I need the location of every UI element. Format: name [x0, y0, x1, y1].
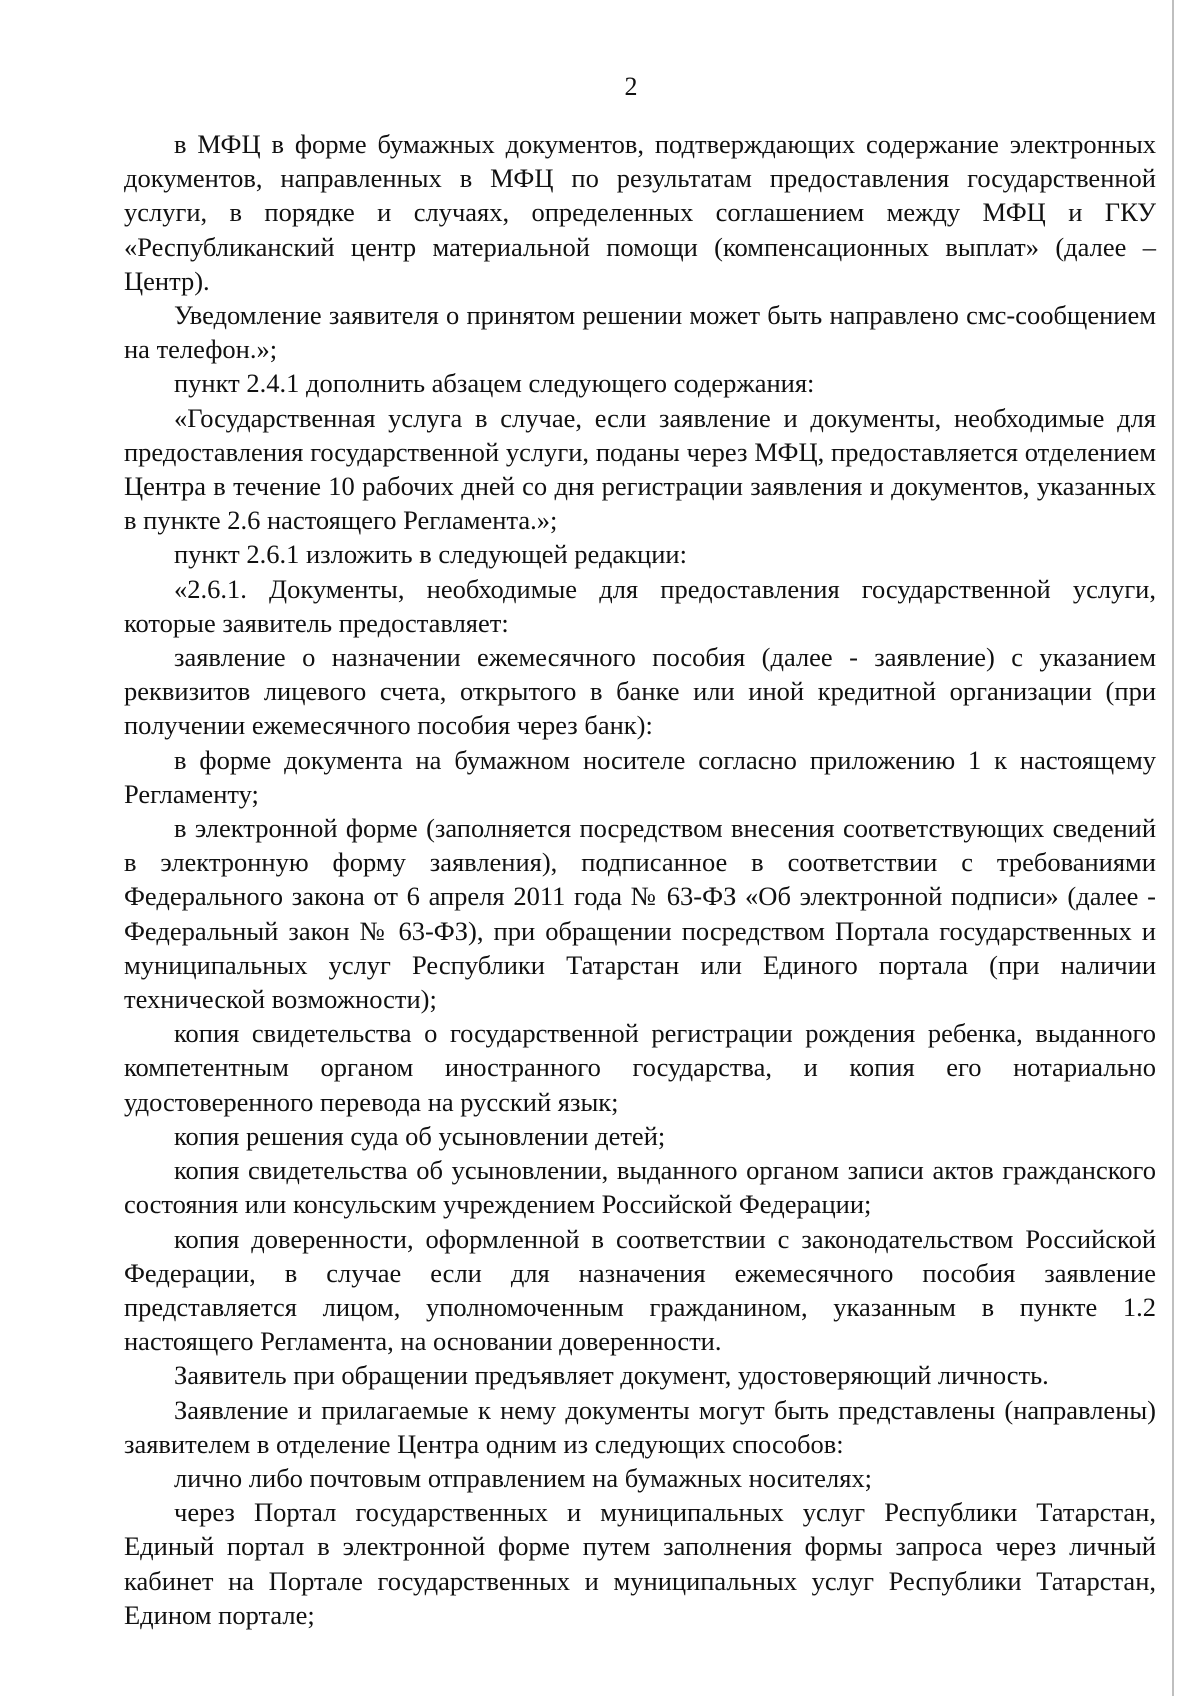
paragraph-electronic-form: в электронной форме (заполняется посредством внесения соответствующих сведений в электронную форму заявления), подписанное в соответствии с требованиями Федерального закона от 6 апреля 2011 года № 63-ФЗ «Об электронной подписи» (далее - Федеральный закон № 63-ФЗ), при обращении посредством Портала государственных и муниципальных услуг Республики Татарстан или Единого портала (при наличии технической возможности);	[124, 813, 1156, 1015]
scan-edge-line	[1172, 0, 1174, 1696]
paragraph-adoption-court-decision: копия решения суда об усыновлении детей;	[174, 1120, 666, 1151]
paragraph-clause-2-6-1-intro: пункт 2.6.1 изложить в следующей редакции:	[174, 539, 687, 570]
paragraph-paper-form: в форме документа на бумажном носителе согласно приложению 1 к настоящему Регламенту;	[124, 744, 1156, 809]
paragraph-clause-2-6-1-text: «2.6.1. Документы, необходимые для предоставления государственной услуги, которые заявитель предоставляет:	[124, 573, 1156, 638]
paragraph-application-monthly-allowance: заявление о назначении ежемесячного пособия (далее - заявление) с указанием реквизитов лицевого счета, открытого в банке или иной кредитной организации (при получении ежемесячного пособия через банк):	[124, 642, 1156, 741]
paragraph-clause-2-4-1-intro: пункт 2.4.1 дополнить абзацем следующего содержания:	[174, 368, 815, 399]
document-body	[124, 127, 1156, 1632]
paragraph-sms-notification: Уведомление заявителя о принятом решении может быть направлено смс-сообщением на телефон.»;	[124, 300, 1156, 365]
paragraph-adoption-certificate: копия свидетельства об усыновлении, выданного органом записи актов гражданского состояния или консульским учреждением Российской Федерации;	[124, 1155, 1156, 1220]
paragraph-service-via-mfc: «Государственная услуга в случае, если заявление и документы, необходимые для предоставления государственной услуги, поданы через МФЦ, предоставляется отделением Центра в течение 10 рабочих дней со дня регистрации заявления и документов, указанных в пункте 2.6 настоящего Регламента.»;	[124, 402, 1156, 536]
paragraph-via-portal: через Портал государственных и муниципальных услуг Республики Татарстан, Единый портал в электронной форме путем заполнения формы запроса через личный кабинет на Портале государственных и муниципальных услуг Республики Татарстан, Едином портале;	[124, 1497, 1156, 1630]
paragraph-birth-certificate-copy: копия свидетельства о государственной регистрации рождения ребенка, выданного компетентным органом иностранного государства, и копия его нотариально удостоверенного перевода на русский язык;	[124, 1018, 1156, 1117]
paragraph-submission-methods: Заявление и прилагаемые к нему документы могут быть представлены (направлены) заявителем в отделение Центра одним из следующих способов:	[124, 1394, 1156, 1459]
paragraph-power-of-attorney: копия доверенности, оформленной в соответствии с законодательством Российской Федерации, в случае если для назначения ежемесячного пособия заявление представляется лицом, уполномоченным гражданином, указанным в пункте 1.2 настоящего Регламента, на основании доверенности.	[124, 1223, 1156, 1357]
paragraph-mfc-paper-documents: в МФЦ в форме бумажных документов, подтверждающих содержание электронных документов, направленных в МФЦ по результатам предоставления государственной услуги, в порядке и случаях, определенных соглашением между МФЦ и ГКУ «Республиканский центр материальной помощи (компенсационных выплат» (далее – Центр).	[124, 129, 1156, 296]
paragraph-identity-document: Заявитель при обращении предъявляет документ, удостоверяющий личность.	[174, 1360, 1049, 1391]
paragraph-in-person-or-mail: лично либо почтовым отправлением на бумажных носителях;	[174, 1462, 873, 1493]
page-number: 2	[624, 72, 638, 101]
